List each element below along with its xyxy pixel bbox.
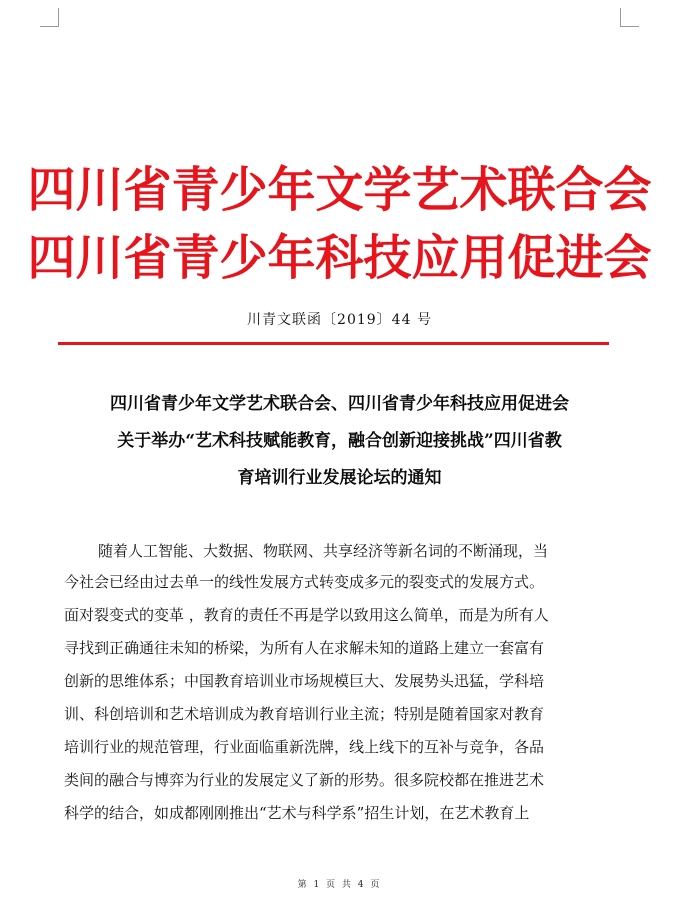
- issuing-org-line-1: 四川省青少年文学艺术联合会: [27, 162, 652, 218]
- body-text-line: 面对裂变式的变革 ，教育的责任不再是学以致用这么简单，而是为所有人: [64, 606, 549, 624]
- body-text-line: 寻找到正确通往未知的桥梁，为所有人在求解未知的道路上建立一套富有: [64, 639, 545, 657]
- notice-title-line-2: 关于举办“艺术科技赋能教育，融合创新迎接挑战”四川省教: [117, 431, 562, 451]
- body-text-line: 科学的结合，如成都刚刚推出“艺术与科学系”招生计划，在艺术教育上: [64, 804, 530, 822]
- body-text-line: 创新的思维体系；中国教育培训业市场规模巨大、发展势头迅猛，学科培: [64, 672, 545, 690]
- page-footer: 第 1 页 共 4 页: [297, 880, 382, 890]
- body-text-line: 培训行业的规范管理，行业面临重新洗牌，线上线下的互补与竞争，各品: [64, 738, 545, 756]
- body-text-line: 今社会已经由过去单一的线性发展方式转变成多元的裂变式的发展方式。: [64, 573, 545, 591]
- notice-title-line-3: 育培训行业发展论坛的通知: [237, 468, 442, 488]
- issuing-org-line-2: 四川省青少年科技应用促进会: [27, 230, 652, 286]
- body-text-line: 随着人工智能、大数据、物联网、共享经济等新名词的不断涌现，当: [98, 542, 549, 560]
- notice-title-line-1: 四川省青少年文学艺术联合会、四川省青少年科技应用促进会: [110, 394, 569, 414]
- body-text-line: 类间的融合与博弈为行业的发展定义了新的形势。很多院校都在推进艺术: [64, 771, 545, 789]
- body-text-line: 训、科创培训和艺术培训成为教育培训行业主流；特别是随着国家对教育: [64, 705, 545, 723]
- crop-mark-top-right: [620, 8, 639, 27]
- crop-mark-top-left: [40, 8, 59, 27]
- red-header-divider: [58, 342, 609, 345]
- document-number: 川青文联函〔2019〕44 号: [247, 312, 432, 328]
